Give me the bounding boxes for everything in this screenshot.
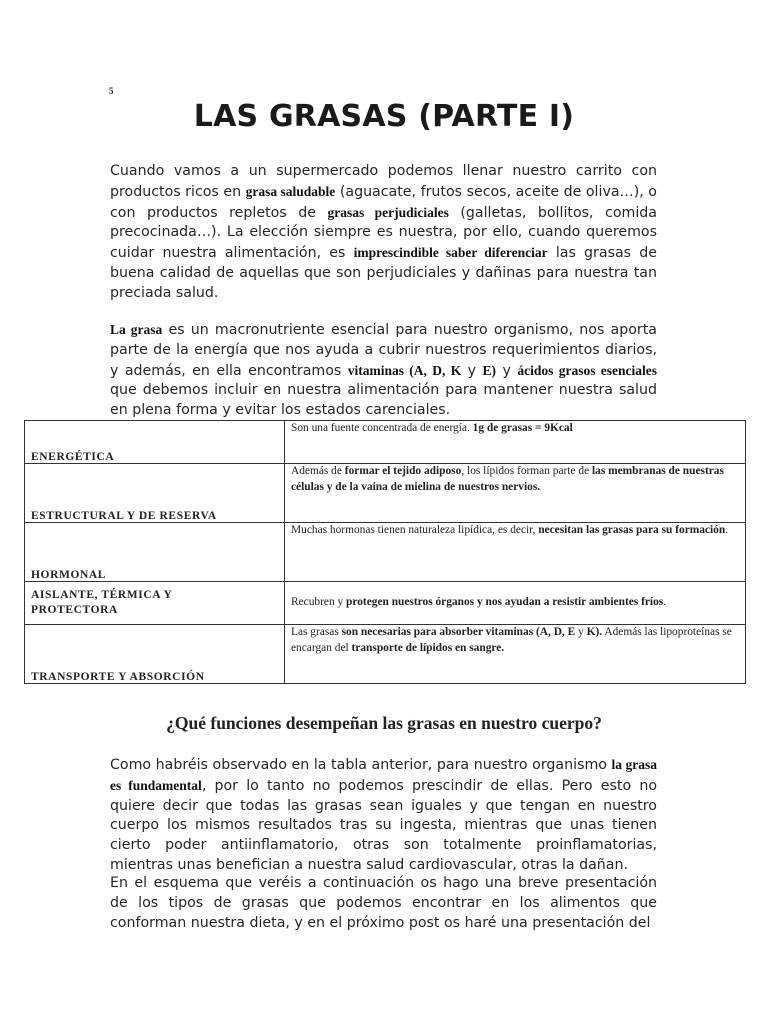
text: . <box>725 524 729 536</box>
table-row <box>25 625 746 684</box>
bold-text: grasas perjudiciales <box>327 204 449 220</box>
bold-text: vitaminas (A, D, K <box>347 362 462 378</box>
table-row <box>25 464 746 523</box>
bold-text: las membranas de nuestras células y de la vaina de mielina de nuestros nervios. <box>291 465 724 493</box>
text: Cuando vamos a un supermercado podemos llenar nuestro carrito con productos ricos en <box>110 163 657 200</box>
section-heading: ¿Qué funciones desempeñan las grasas en nuestro cuerpo? <box>166 713 602 733</box>
bold-text: grasa saludable <box>245 183 336 199</box>
bold-text: E) <box>482 362 497 378</box>
function-description <box>285 421 746 464</box>
bold-text: imprescindible saber diferenciar <box>353 245 548 261</box>
function-name: ESTRUCTURAL Y DE RESERVA <box>25 464 285 523</box>
text: (galletas, bollitos, comida precocinada…). La elección siempre es nuestra, por ello, cuando queremos cuidar nuestra alimentación, es <box>110 204 657 262</box>
text: . <box>663 596 667 609</box>
name-line: AISLANTE, TÉRMICA Y <box>31 589 173 601</box>
text: Además las lipoproteínas se encargan del <box>291 626 732 654</box>
name-line: PROTECTORA <box>31 604 118 616</box>
text: Son una fuente concentrada de energía. <box>291 422 473 434</box>
text: Las grasas <box>291 626 342 638</box>
page-number: 5 <box>109 86 114 96</box>
table-row <box>25 523 746 582</box>
definition-paragraph <box>110 320 657 421</box>
function-name: TRANSPORTE Y ABSORCIÓN <box>25 625 285 684</box>
bold-text: son necesarias para absorber vitaminas (A, D, E <box>341 626 576 638</box>
table-row <box>25 582 746 625</box>
function-name: HORMONAL <box>25 523 285 582</box>
function-description <box>285 464 746 523</box>
text: que debemos incluir en nuestra alimentación para mantener nuestra salud en plena forma y evitar los estados carenciales. <box>110 382 657 419</box>
text: las grasas de buena calidad de aquellas que son perjudiciales y dañinas para nuestra tan preciada salud. <box>110 245 657 301</box>
text: y <box>461 362 483 379</box>
text: Como habréis observado en la tabla anterior, para nuestro organismo <box>110 757 612 773</box>
bold-text: protegen nuestros órganos y nos ayudan a resistir ambientes fríos <box>346 596 664 609</box>
text: Además de <box>291 465 345 477</box>
text: , por lo tanto no podemos prescindir de ellas. Pero esto no quiere decir que todas las grasas sean iguales y que tengan en nuestro cuerpo los mismos resultados tras su ingesta, mientras que unas tienen cierto poder antiinflamatorio, otras son totalmente proinflamatorias, mientras unas benefician a nuestra salud cardiovascular, otras la dañan. <box>110 777 657 873</box>
bold-text: la grasa es fundamental <box>110 757 657 793</box>
intro-paragraph <box>110 162 657 304</box>
text: y <box>496 362 518 379</box>
text: es un macronutriente esencial para nuestro organismo, nos aporta parte de la energía que nos ayuda a cubrir nuestros requerimientos diarios, y además, en ella encontramos <box>110 322 658 379</box>
text: Muchas hormonas tienen naturaleza lipídica, es decir, <box>291 524 539 536</box>
function-description <box>285 582 746 625</box>
function-name: ENERGÉTICA <box>25 421 285 464</box>
text: Recubren y <box>291 596 347 609</box>
page-title: LAS GRASAS (PARTE I) <box>193 99 575 134</box>
bold-text: necesitan las grasas para su formación <box>538 524 726 536</box>
bold-text: La grasa <box>110 322 163 337</box>
bold-text: transporte de lípidos en sangre. <box>351 641 505 654</box>
bold-text: 1g de grasas = 9Kcal <box>472 422 573 434</box>
bold-text: formar el tejido adiposo <box>344 465 462 477</box>
function-description <box>285 625 746 684</box>
bold-text: K). <box>586 626 603 638</box>
body-paragraph <box>110 755 657 876</box>
functions-table <box>24 420 746 684</box>
table-row <box>25 421 746 464</box>
function-name <box>25 582 285 625</box>
body-paragraph <box>110 874 657 933</box>
bold-text: ácidos grasos esenciales <box>517 362 658 378</box>
function-description <box>285 523 746 582</box>
text: En el esquema que veréis a continuación os hago una breve presentación de los tipos de grasas que podemos encontrar en los alimentos que conforman nuestra dieta, y en el próximo post os haré una presentación del <box>110 875 657 931</box>
text: (aguacate, frutos secos, aceite de oliva…), o con productos repletos de <box>110 183 657 221</box>
text: , los lípidos forman parte de <box>461 465 592 477</box>
text: y <box>575 626 587 638</box>
